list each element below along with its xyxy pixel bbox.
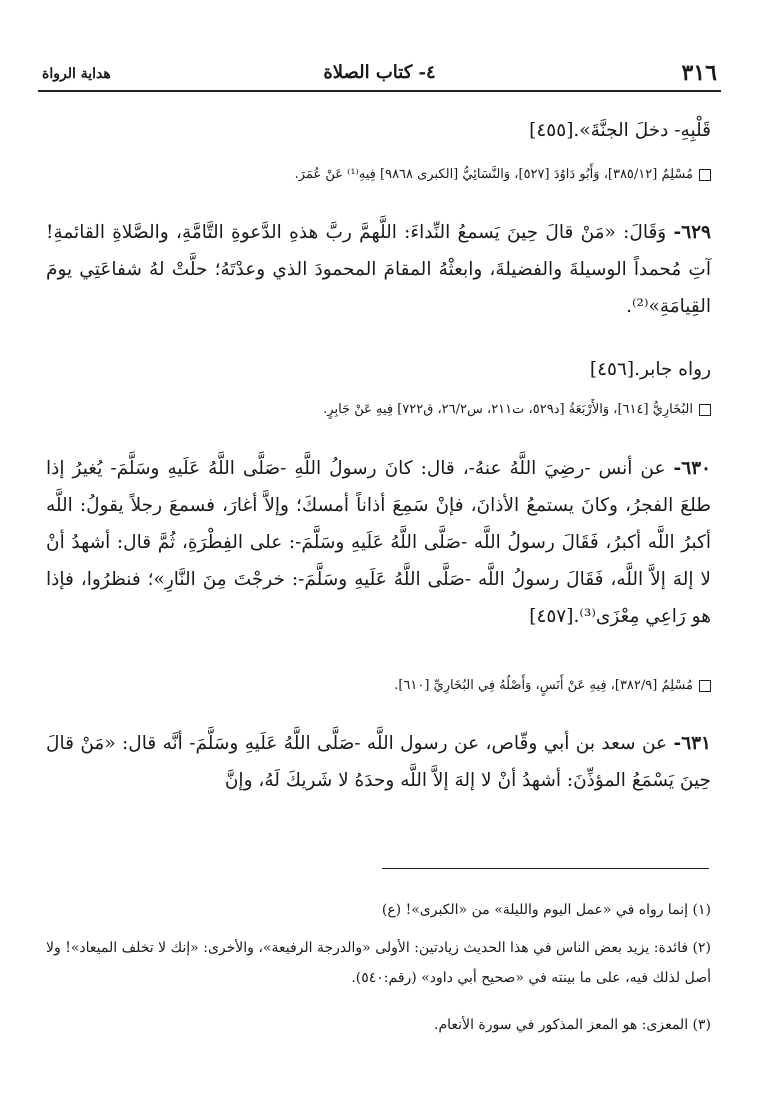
source-line bbox=[46, 165, 711, 185]
source-line bbox=[46, 400, 711, 420]
hadith-text: وَقَالَ: «مَنْ قالَ حِينَ يَسمعُ النِّداءَ: اللَّهمَّ ربَّ هذهِ الدَّعوةِ التَّامَّةِ، والصَّلاةِ القائمةِ! آتِ مُحمداً الوسيلةَ والفضيلةَ، وابعثْهُ المقامَ المحمودَ الذي وعدْتَهُ؛ حلَّتْ لهُ شفاعَتِي يومَ القِيامَةِ»⁽²⁾. bbox=[46, 222, 711, 317]
running-header bbox=[38, 60, 721, 92]
footnote-text: (٣) المعزى: هو المعز المذكور في سورة الأنعام. bbox=[434, 1017, 711, 1033]
source-text: مُسْلِمٌ [٣٨٢/٩]، فِيهِ عَنْ أَنَسٍ، وَأَصْلُهُ فِي البُخَارِيِّ [٦١٠]. bbox=[394, 678, 693, 693]
hadith-text: عن أنس -رضِيَ اللَّهُ عنهُ-، قال: كانَ رسولُ اللَّهِ -صَلَّى اللَّهُ عَلَيهِ وسَلَّمَ- يُغيرُ إذا طلعَ الفجرُ، وكانَ يستمعُ الأذانَ، فإنْ سَمِعَ أذاناً أمسكَ؛ وإلاَّ أغارَ، فسمعَ رجلاً يقولُ: اللَّه أكبرُ اللَّه أكبرُ، فَقَالَ رسولُ اللَّه -صَلَّى اللَّهُ عَلَيهِ وسَلَّمَ-: على الفِطْرَةِ، ثُمَّ قال: أشهدُ أنْ لا إلهَ إلاَّ اللَّه، فَقَالَ رسولُ اللَّه -صَلَّى اللَّهُ عَلَيهِ وسَلَّمَ-: خرجْتَ مِنَ النَّارِ»؛ فنظرُوا، فإذا هو رَاعِي مِعْزَى⁽³⁾.[٤٥٧] bbox=[46, 458, 711, 627]
hadith-number: ٦٣٠- bbox=[673, 458, 711, 479]
square-bullet-icon bbox=[699, 404, 711, 416]
paragraph-text: قَلْبِهِ- دخلَ الجنَّةَ».[٤٥٥] bbox=[529, 120, 711, 141]
footnote-3 bbox=[46, 1010, 711, 1040]
hadith-text: عن سعد بن أبي وقّاص، عن رسول اللَّه -صَلَّى اللَّهُ عَلَيهِ وسَلَّمَ- أنَّه قال: «مَنْ قالَ حِينَ يَسْمَعُ المؤذِّنَ: أشهدُ أنْ لا إلهَ إلاَّ اللَّه وحدَهُ لا شَريكَ لَهُ، وإنَّ bbox=[46, 733, 711, 791]
hadith-630 bbox=[46, 450, 711, 635]
paragraph-continuation bbox=[46, 112, 711, 149]
footnote-2 bbox=[46, 933, 711, 993]
hadith-number: ٦٢٩- bbox=[673, 222, 711, 243]
square-bullet-icon bbox=[699, 680, 711, 692]
narrator-text: رواه جابر.[٤٥٦] bbox=[589, 359, 711, 380]
source-text: مُسْلِمٌ [٣٨٥/١٢]، وَأَبُو دَاوُدَ [٥٢٧]، وَالنَّسَائِيُّ [الكبرى ٩٨٦٨] فِيهِ⁽¹⁾ عَنْ عُمَرَ. bbox=[294, 167, 693, 182]
source-text: البُخَارِيُّ [٦١٤]، وَالأَرْبَعَةُ [د٥٢٩، ت٢١١، س٢٦/٢، ق٧٢٢] فِيهِ عَنْ جَابِرٍ. bbox=[323, 402, 693, 417]
hadith-631 bbox=[46, 725, 711, 799]
chapter-title: ٤- كتاب الصلاة bbox=[323, 62, 436, 83]
footnote-separator bbox=[382, 868, 709, 869]
narrator-line bbox=[46, 351, 711, 388]
footnote-1 bbox=[46, 895, 711, 925]
footnote-text: (١) إنما رواه في «عمل اليوم والليلة» من «الكبرى»! (ع) bbox=[381, 902, 711, 918]
source-line bbox=[46, 676, 711, 696]
book-title: هداية الرواة bbox=[42, 66, 111, 82]
hadith-number: ٦٣١- bbox=[673, 733, 711, 754]
footnote-text: (٢) فائدة: يزيد بعض الناس في هذا الحديث زيادتين: الأولى «والدرجة الرفيعة»، والأخرى: «إنك لا تخلف الميعاد»! ولا أصل لذلك فيه، على ما بينته في «صحيح أبي داود» (رقم:٥٤٠). bbox=[46, 940, 711, 986]
square-bullet-icon bbox=[699, 169, 711, 181]
page-number: ٣١٦ bbox=[681, 60, 717, 86]
hadith-629 bbox=[46, 214, 711, 325]
